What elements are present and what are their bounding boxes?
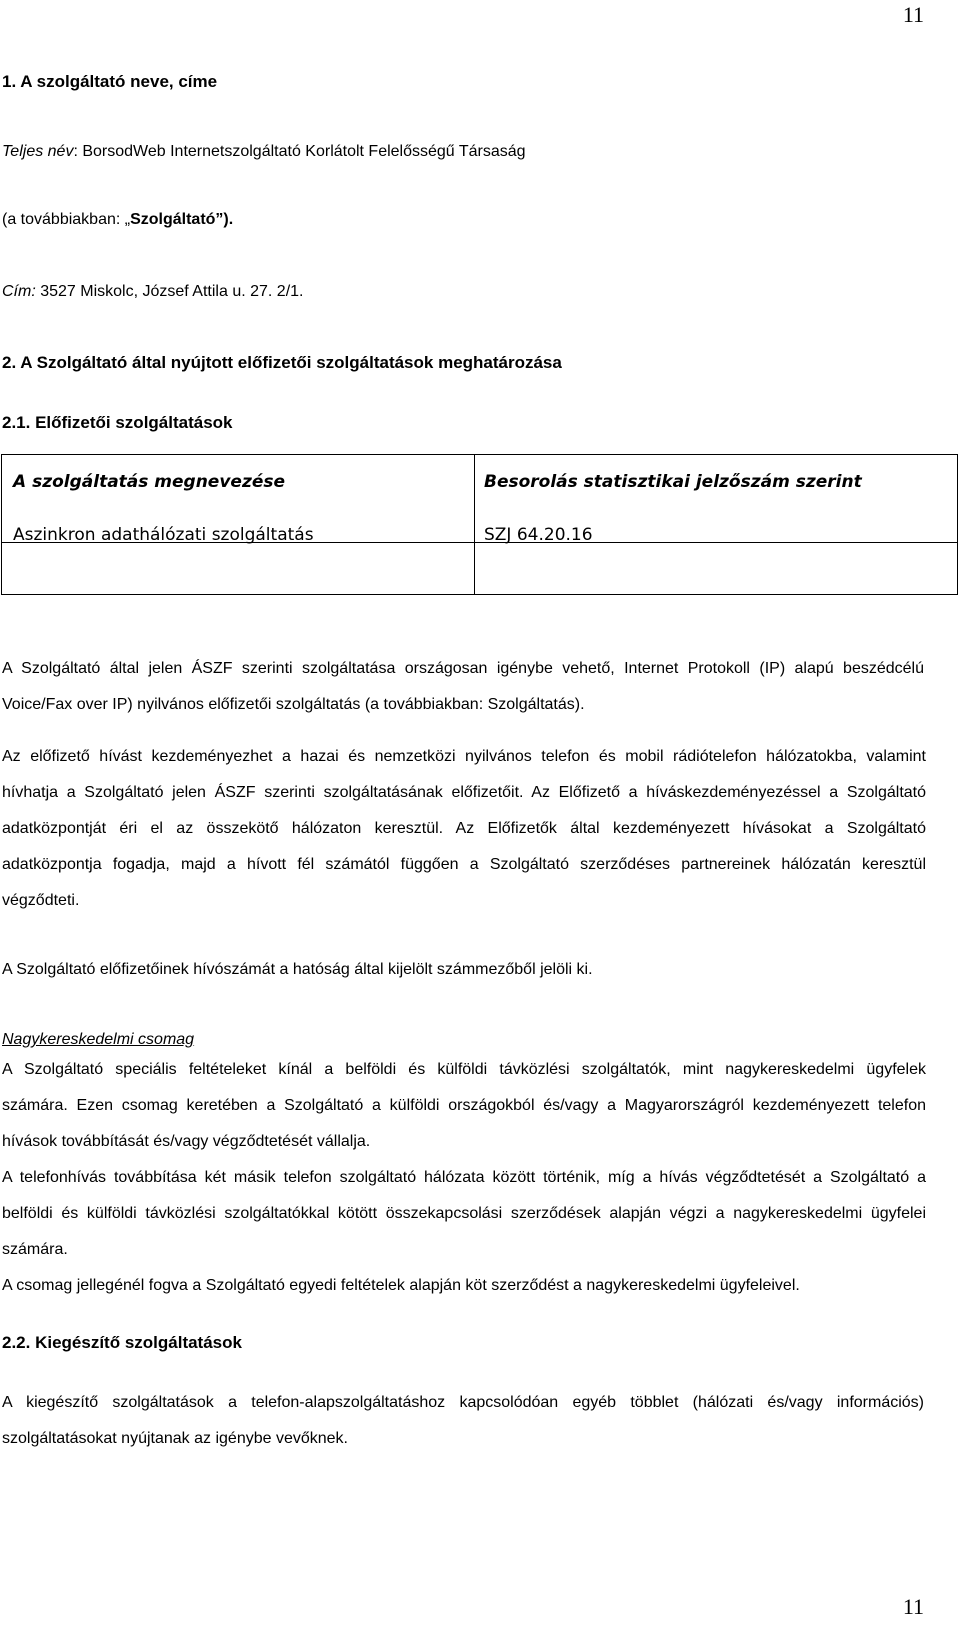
wholesale-package-title: Nagykereskedelmi csomag — [2, 1031, 195, 1048]
address-value: 3527 Miskolc, József Attila u. 27. 2/1. — [35, 283, 304, 300]
paragraph-6: A csomag jellegénél fogva a Szolgáltató egyedi feltételek alapján köt szerződést a nagykereskedelmi ügyfeleivel. — [2, 1277, 800, 1294]
table-cell-service-name: Aszinkron adathálózati szolgáltatás — [13, 525, 314, 545]
paragraph-4-line: A Szolgáltató speciális feltételeket kínál a belföldi és külföldi távközlési szolgáltatók, mint nagykereskedelmi ügyfelek — [2, 1061, 926, 1078]
address-line — [2, 274, 303, 310]
section-2-heading: 2. A Szolgáltató által nyújtott előfizetői szolgáltatások meghatározása — [2, 353, 562, 372]
paragraph-4 — [2, 1052, 926, 1160]
paragraph-5-line: belföldi és külföldi távközlési szolgáltatókkal kötött összekapcsolási szerződések alapján végzi a nagykereskedelmi ügyfelei — [2, 1205, 926, 1222]
paragraph-7 — [2, 1385, 924, 1457]
paragraph-5 — [2, 1160, 926, 1268]
page-number-bottom: 11 — [902, 1594, 924, 1619]
paragraph-4-line: számára. Ezen csomag keretében a Szolgáltató a külföldi országokból és/vagy a Magyarországról kezdeményezett telefon — [2, 1097, 926, 1114]
paragraph-1 — [2, 651, 924, 723]
paragraph-2-line: adatközpontját éri el az összekötő hálózaton keresztül. Az Előfizetők által kezdeményezett hívásokat a Szolgáltató — [2, 820, 926, 837]
hereinafter-prefix: (a továbbiakban: „ — [2, 211, 131, 228]
section-2-1-heading: 2.1. Előfizetői szolgáltatások — [2, 413, 233, 432]
page-number-top: 11 — [902, 2, 924, 27]
table-header-service-name: A szolgáltatás megnevezése — [13, 472, 286, 492]
hereinafter-suffix: ”). — [215, 211, 234, 228]
section-2-2-heading: 2.2. Kiegészítő szolgáltatások — [2, 1333, 242, 1352]
service-table — [1, 454, 958, 595]
full-name-line — [2, 134, 526, 170]
table-cell-classification-code: SZJ 64.20.16 — [484, 525, 593, 545]
table-header-classification: Besorolás statisztikai jelzőszám szerint — [484, 472, 862, 492]
address-label: Cím: — [2, 283, 36, 300]
paragraph-4-line: hívások továbbítását és/vagy végződtetését vállalja. — [2, 1133, 371, 1150]
paragraph-2-line: hívhatja a Szolgáltató jelen ÁSZF szerinti szolgáltatásának előfizetőit. Az Előfizető a híváskezdeményezéssel a Szolgáltató — [2, 784, 926, 801]
paragraph-2-line: végződteti. — [2, 892, 80, 909]
paragraph-2-line: Az előfizető hívást kezdeményezhet a hazai és nemzetközi nyilvános telefon és mobil rádiótelefon hálózatokba, valamint — [2, 748, 926, 765]
paragraph-2-line: adatközpontja fogadja, majd a hívott fél számától függően a Szolgáltató szerződéses partnereinek hálózatán keresztül — [2, 856, 926, 873]
paragraph-5-line: számára. — [2, 1241, 68, 1258]
full-name-value: : BorsodWeb Internetszolgáltató Korlátolt Felelősségű Társaság — [73, 143, 526, 160]
paragraph-1-line: Voice/Fax over IP) nyilvános előfizetői szolgáltatás (a továbbiakban: Szolgáltatás). — [2, 696, 585, 713]
paragraph-5-line: A telefonhívás továbbítása két másik telefon szolgáltató hálózata között történik, míg a hívás végződtetését a Szolgáltató a — [2, 1169, 926, 1186]
full-name-label: Teljes név — [2, 143, 74, 160]
paragraph-7-line: szolgáltatásokat nyújtanak az igénybe vevőknek. — [2, 1430, 348, 1447]
paragraph-3: A Szolgáltató előfizetőinek hívószámát a hatóság által kijelölt számmezőből jelöli ki. — [2, 961, 593, 978]
section-1-heading: 1. A szolgáltató neve, címe — [2, 72, 218, 91]
table-column-divider — [474, 455, 475, 594]
hereinafter-term: Szolgáltató — [130, 211, 216, 228]
paragraph-7-line: A kiegészítő szolgáltatások a telefon-alapszolgáltatáshoz kapcsolódóan egyéb többlet (hálózati és/vagy információs) — [2, 1394, 924, 1411]
paragraph-1-line: A Szolgáltató által jelen ÁSZF szerinti szolgáltatása országosan igénybe vehető, Internet Protokoll (IP) alapú beszédcélú — [2, 660, 924, 677]
paragraph-2 — [2, 739, 926, 919]
hereinafter-line — [2, 202, 233, 238]
